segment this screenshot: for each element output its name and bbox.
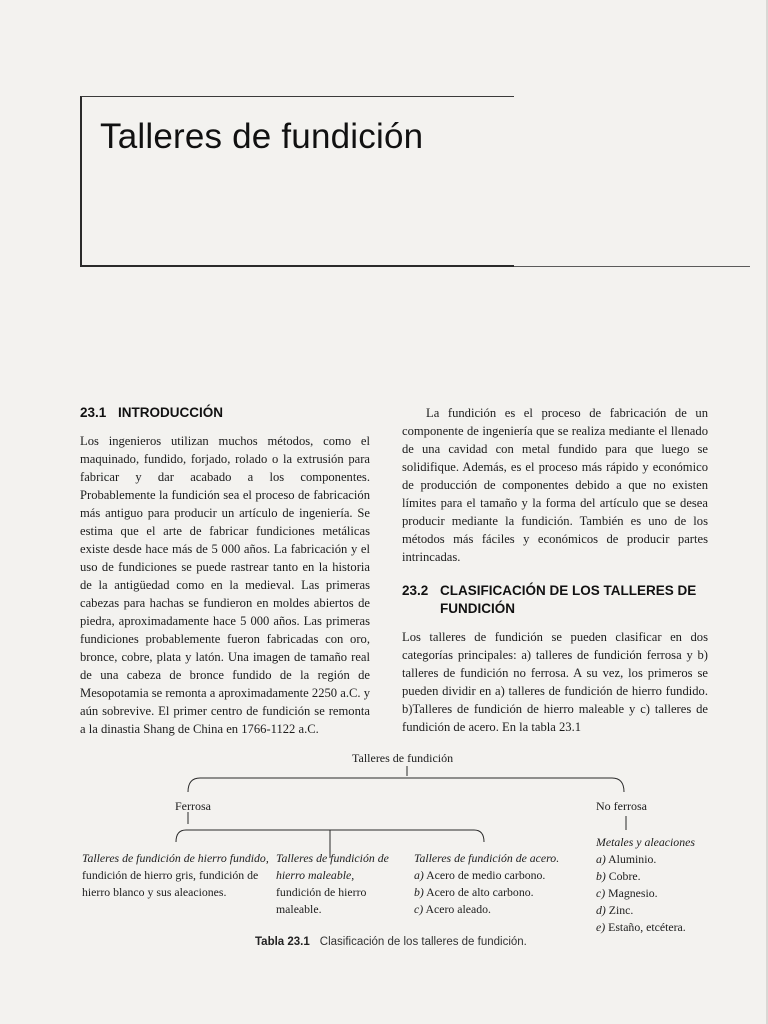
leaf-text: fundición de hierro maleable. <box>276 885 367 916</box>
section-heading <box>80 404 370 422</box>
diagram-node-ferrosa: Ferrosa <box>175 799 211 813</box>
list-item: b) Cobre. <box>596 869 641 883</box>
list-item: c) Acero aleado. <box>414 902 491 916</box>
list-item: a) Aluminio. <box>596 852 657 866</box>
left-column <box>80 404 370 738</box>
list-item: a) Acero de medio carbono. <box>414 868 546 882</box>
right-column <box>402 404 708 736</box>
leaf-heading: Metales y aleaciones <box>596 835 695 849</box>
leaf-heading: Talleres de fundición de hierro fundido, <box>82 851 269 865</box>
table-caption <box>255 936 527 948</box>
section-title: CLASIFICACIÓN DE LOS TALLERES DE FUNDICIÓN <box>440 583 697 616</box>
list-item: d) Zinc. <box>596 903 634 917</box>
section-heading <box>402 582 708 618</box>
diagram-root: Talleres de fundición <box>352 751 454 765</box>
chapter-title: Talleres de fundición <box>100 117 424 156</box>
leaf-hierro-maleable <box>276 850 400 918</box>
leaf-heading: Talleres de fundición de hierro maleable, <box>276 851 389 882</box>
diagram-node-no-ferrosa: No ferrosa <box>596 799 647 813</box>
title-rule <box>514 266 750 267</box>
caption-text: Clasificación de los talleres de fundición. <box>319 936 527 948</box>
caption-label: Tabla 23.1 <box>255 936 310 948</box>
leaf-list <box>596 851 726 936</box>
leaf-text: fundición de hierro gris, fundición de hierro blanco y sus aleaciones. <box>82 868 259 899</box>
paragraph: La fundición es el proceso de fabricación de un componente de ingeniería que se realiza mediante el llenado de una cavidad con metal fundido para que luego se solidifique. Además, es el proceso más rápido y económico de producción de componentes debido a que no existen límites para el tamaño y la forma del artículo que se desea producir mediante la fundición. También es uno de los métodos más fáciles y económicos de producir partes intrincadas. <box>402 406 708 564</box>
paragraph: Los talleres de fundición se pueden clasificar en dos categorías principales: a) talleres de fundición ferrosa y b) talleres de fundición no ferrosa. A su vez, los primeros se pueden dividir en a) talleres de fundición de hierro fundido. b)Talleres de fundición de hierro maleable y c) talleres de fundición de acero. En la tabla 23.1 <box>402 630 708 734</box>
section-number: 23.2 <box>402 583 429 598</box>
paragraph: Los ingenieros utilizan muchos métodos, como el maquinado, fundido, forjado, rolado o la extrusión para fabricar y dar acabado a los componentes. Probablemente la fundición sea el proceso de fabricación más antiguo para producir un artículo de ingeniería. Se estima que el arte de fabricar fundiciones metálicas existe desde hace más de 5 000 años. La fabricación y el uso de fundiciones se puede rastrear tanto en la historia de la antigüedad como en la medieval. Las primeras cabezas para hachas se fundieron en moldes abiertos de piedra, aproximadamente hace 5 000 años. Las primeras fundiciones probablemente fueron fabricadas con oro, bronce, cobre, plata y latón. Una imagen de tamaño real de una cabeza de bronce fundido de la región de Mesopotamia se remonta a aproximadamente 2250 a.C. y aún sobrevive. El primer centro de fundición se remonta a la dinastia Shang de China en 1766-1122 a.C. <box>80 434 370 736</box>
leaf-acero <box>414 850 594 918</box>
leaf-heading: Talleres de fundición de acero. <box>414 851 560 865</box>
section-title: INTRODUCCIÓN <box>118 405 223 420</box>
leaf-metales-aleaciones <box>596 834 726 936</box>
chapter-title-box <box>80 96 514 267</box>
leaf-list <box>414 867 594 918</box>
list-item: b) Acero de alto carbono. <box>414 885 534 899</box>
section-number: 23.1 <box>80 405 107 420</box>
list-item: c) Magnesio. <box>596 886 658 900</box>
list-item: e) Estaño, etcétera. <box>596 920 686 934</box>
leaf-hierro-fundido <box>82 850 282 901</box>
